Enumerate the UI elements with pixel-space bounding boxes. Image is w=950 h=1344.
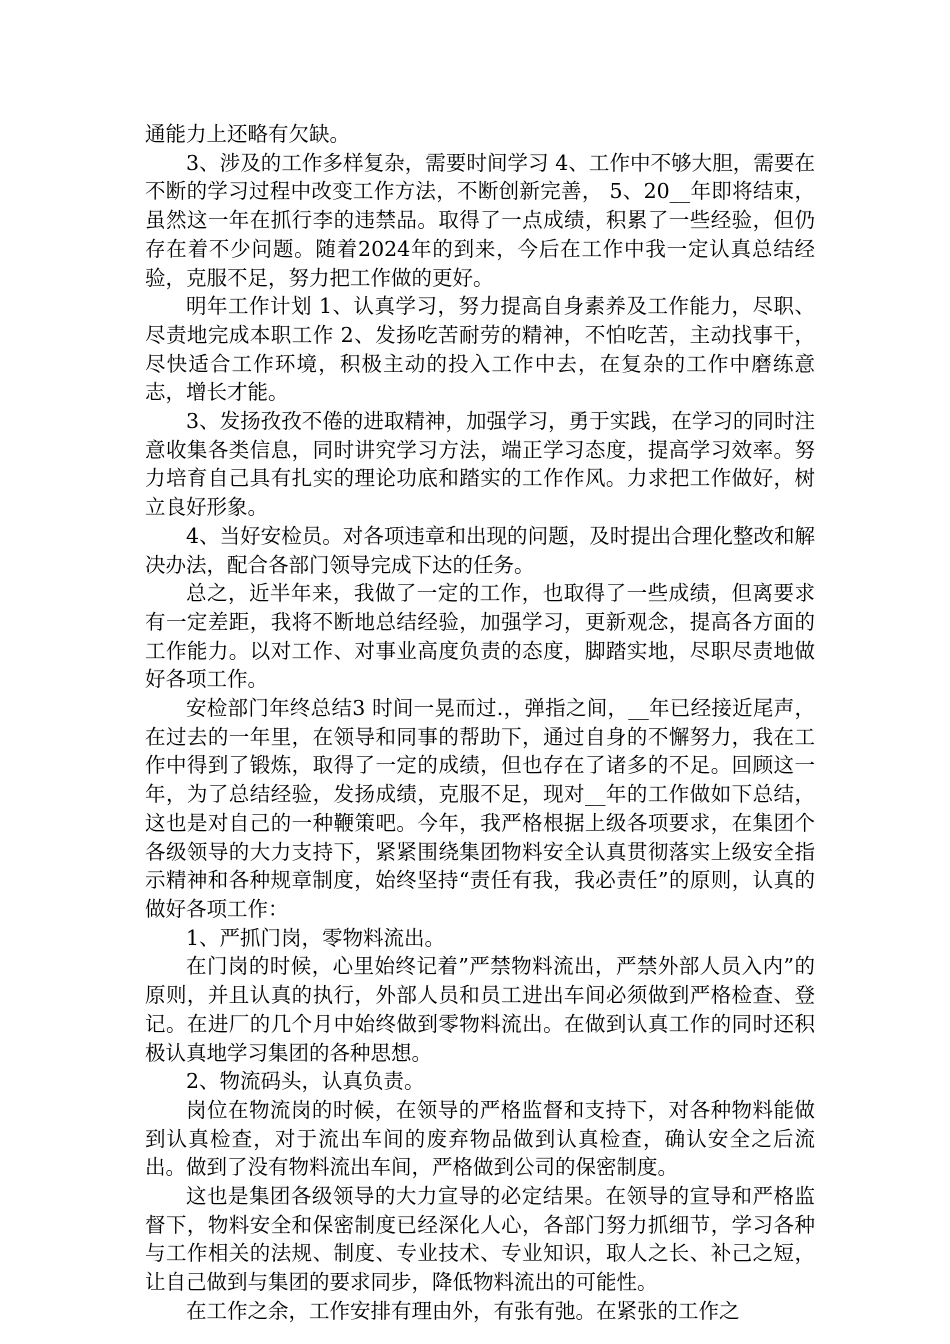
paragraph-2: 3、涉及的工作多样复杂，需要时间学习 4、工作中不够大胆，需要在不断的学习过程中改变工作方法，不断创新完善， 5、20__年即将结束，虽然这一年在抓行李的违禁品。取得了一点成绩，积累了一些经验，但仍存在着不少问题。随着2024年的到来，今后在工作中我一定认真总结经验，克服不足，努力把工作做的更好。 bbox=[145, 150, 815, 290]
paragraph-1: 通能力上还略有欠缺。 bbox=[145, 122, 350, 146]
paragraph-4: 3、发扬孜孜不倦的进取精神，加强学习，勇于实践，在学习的同时注意收集各类信息，同时讲究学习方法，端正学习态度，提高学习效率。努力培育自己具有扎实的理论功底和踏实的工作作风。力求把工作做好，树立良好形象。 bbox=[145, 409, 815, 520]
document-page bbox=[145, 120, 815, 1326]
paragraph-12: 这也是集团各级领导的大力宣导的必定结果。在领导的宣导和严格监督下，物料安全和保密制度已经深化人心，各部门努力抓细节，学习各种与工作相关的法规、制度、专业技术、专业知识，取人之长、补己之短，让自己做到与集团的要求同步，降低物料流出的可能性。 bbox=[145, 1184, 815, 1295]
paragraph-6: 总之，近半年来，我做了一定的工作，也取得了一些成绩，但离要求有一定差距，我将不断地总结经验，加强学习，更新观念，提高各方面的工作能力。以对工作、对事业高度负责的态度，脚踏实地，尽职尽责地做好各项工作。 bbox=[145, 581, 815, 692]
paragraph-11: 岗位在物流岗的时候，在领导的严格监督和支持下，对各种物料能做到认真检查，对于流出车间的废弃物品做到认真检查，确认安全之后流出。做到了没有物料流出车间，严格做到公司的保密制度。 bbox=[145, 1097, 815, 1180]
paragraph-5: 4、当好安检员。对各项违章和出现的问题，及时提出合理化整改和解决办法，配合各部门领导完成下达的任务。 bbox=[145, 523, 815, 577]
paragraph-8: 1、严抓门岗，零物料流出。 bbox=[186, 925, 446, 950]
paragraph-9: 在门岗的时候，心里始终记着”严禁物料流出，严禁外部人员入内”的原则，并且认真的执行，外部人员和员工进出车间必须做到严格检查、登记。在进厂的几个月中始终做到零物料流出。在做到认真工作的同时还积极认真地学习集团的各种思想。 bbox=[145, 954, 815, 1065]
paragraph-10: 2、物流码头，认真负责。 bbox=[186, 1069, 425, 1094]
paragraph-7: 安检部门年终总结3 时间一晃而过.，弹指之间，__年已经接近尾声，在过去的一年里，在领导和同事的帮助下，通过自身的不懈努力，我在工作中得到了锻炼，取得了一定的成绩，但也存在了诸多的不足。回顾这一年，为了总结经验，发扬成绩，克服不足，现对__年的工作做如下总结，这也是对自己的一种鞭策吧。今年，我严格根据上级各项要求，在集团个各级领导的大力支持下，紧紧围绕集团物料安全认真贯彻落实上级安全指示精神和各种规章制度，始终坚持“责任有我，我必责任”的原则，认真的做好各项工作： bbox=[145, 696, 815, 921]
paragraph-13: 在工作之余，工作安排有理由外，有张有弛。在紧张的工作之 bbox=[186, 1298, 740, 1323]
paragraph-3: 明年工作计划 1、认真学习，努力提高自身素养及工作能力，尽职、尽责地完成本职工作 2、发扬吃苦耐劳的精神，不怕吃苦，主动找事干，尽快适合工作环境，积极主动的投入工作中去，在复杂的工作中磨练意志，增长才能。 bbox=[145, 294, 815, 405]
